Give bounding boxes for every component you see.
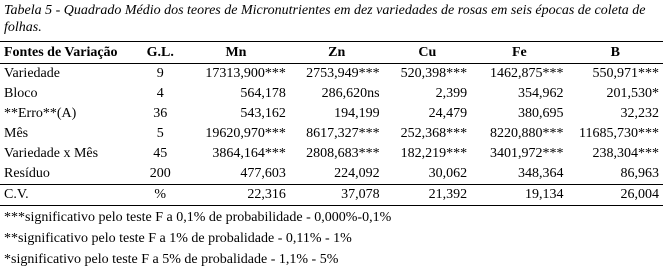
cell-fe: 1462,875***	[490, 66, 564, 81]
cell-cu: 2,399	[435, 86, 468, 101]
cell-b: 32,232	[620, 106, 659, 121]
header-source: Fontes de Variação	[4, 44, 118, 60]
cell-source: **Erro**(A)	[4, 106, 77, 121]
cell-b: 86,963	[620, 166, 659, 181]
cell-gl: 9	[156, 66, 164, 81]
table-row	[0, 164, 663, 185]
cell-b: 238,304***	[592, 146, 659, 161]
table-row	[0, 84, 663, 104]
cell-zn: 224,092	[334, 166, 380, 181]
cell-gl: 4	[156, 86, 164, 101]
cell-mn: 477,603	[240, 166, 286, 181]
cell-fe: 354,962	[518, 86, 564, 101]
cell-fe: 348,364	[518, 166, 564, 181]
cell-fe: 8220,880***	[490, 126, 564, 141]
cell-mn: 22,316	[182, 185, 290, 206]
cell-zn: 2808,683***	[306, 146, 380, 161]
table-row	[0, 124, 663, 144]
header-mn: Mn	[225, 44, 247, 60]
cell-cu: 24,479	[428, 106, 468, 121]
header-cu: Cu	[418, 44, 437, 60]
cell-gl: 5	[156, 126, 164, 141]
cell-mn: 19620,970***	[205, 126, 286, 141]
cell-zn: 2753,949***	[306, 66, 380, 81]
cell-zn: 194,199	[334, 106, 380, 121]
table-caption: Tabela 5 - Quadrado Médio dos teores de Micronutrientes em dez variedades de rosas em seis épocas de coleta de folhas.	[4, 3, 646, 35]
footnote: **significativo pelo teste F a 1% de probalidade - 0,11% - 1%	[4, 231, 352, 246]
table-header-row	[0, 42, 663, 64]
cell-cu: 252,368***	[400, 126, 468, 141]
cell-source: C.V.	[0, 185, 138, 206]
cell-zn: 8617,327***	[306, 126, 380, 141]
cell-fe: 3401,972***	[490, 146, 564, 161]
header-b: B	[610, 44, 620, 60]
cell-cu: 21,392	[384, 185, 472, 206]
cell-gl: 200	[149, 166, 171, 181]
footnote: *significativo pelo teste F a 5% de probalidade - 1,1% - 5%	[4, 252, 339, 267]
cell-source: Variedade	[4, 66, 60, 81]
anova-table	[0, 41, 663, 206]
cell-gl: 45	[153, 146, 168, 161]
header-gl: G.L.	[146, 44, 174, 60]
cell-mn: 564,178	[240, 86, 286, 101]
cell-b: 11685,730***	[579, 126, 659, 141]
table-row	[0, 64, 663, 85]
cell-zn: 37,078	[290, 185, 384, 206]
header-zn: Zn	[328, 44, 346, 60]
cell-cu: 30,062	[428, 166, 468, 181]
cell-b: 550,971***	[592, 66, 659, 81]
cell-gl: %	[138, 185, 182, 206]
cell-cu: 182,219***	[400, 146, 468, 161]
cell-b: 26,004	[568, 185, 663, 206]
cell-source: Resíduo	[4, 166, 50, 181]
cell-zn: 286,620ns	[321, 86, 380, 101]
cell-gl: 36	[153, 106, 168, 121]
cell-source: Variedade x Mês	[4, 146, 99, 161]
table-row	[0, 185, 663, 206]
cell-mn: 17313,900***	[205, 66, 286, 81]
cell-cu: 520,398***	[400, 66, 468, 81]
cell-source: Mês	[4, 126, 29, 141]
cell-source: Bloco	[4, 86, 38, 101]
footnote: ***significativo pelo teste F a 0,1% de probabilidade - 0,000%-0,1%	[4, 210, 392, 225]
header-fe: Fe	[511, 44, 527, 60]
cell-fe: 19,134	[471, 185, 567, 206]
cell-b: 201,530*	[606, 86, 659, 101]
table-row	[0, 144, 663, 164]
cell-mn: 543,162	[240, 106, 286, 121]
table-row	[0, 104, 663, 124]
cell-mn: 3864,164***	[212, 146, 286, 161]
cell-fe: 380,695	[518, 106, 564, 121]
significance-notes	[4, 207, 391, 270]
